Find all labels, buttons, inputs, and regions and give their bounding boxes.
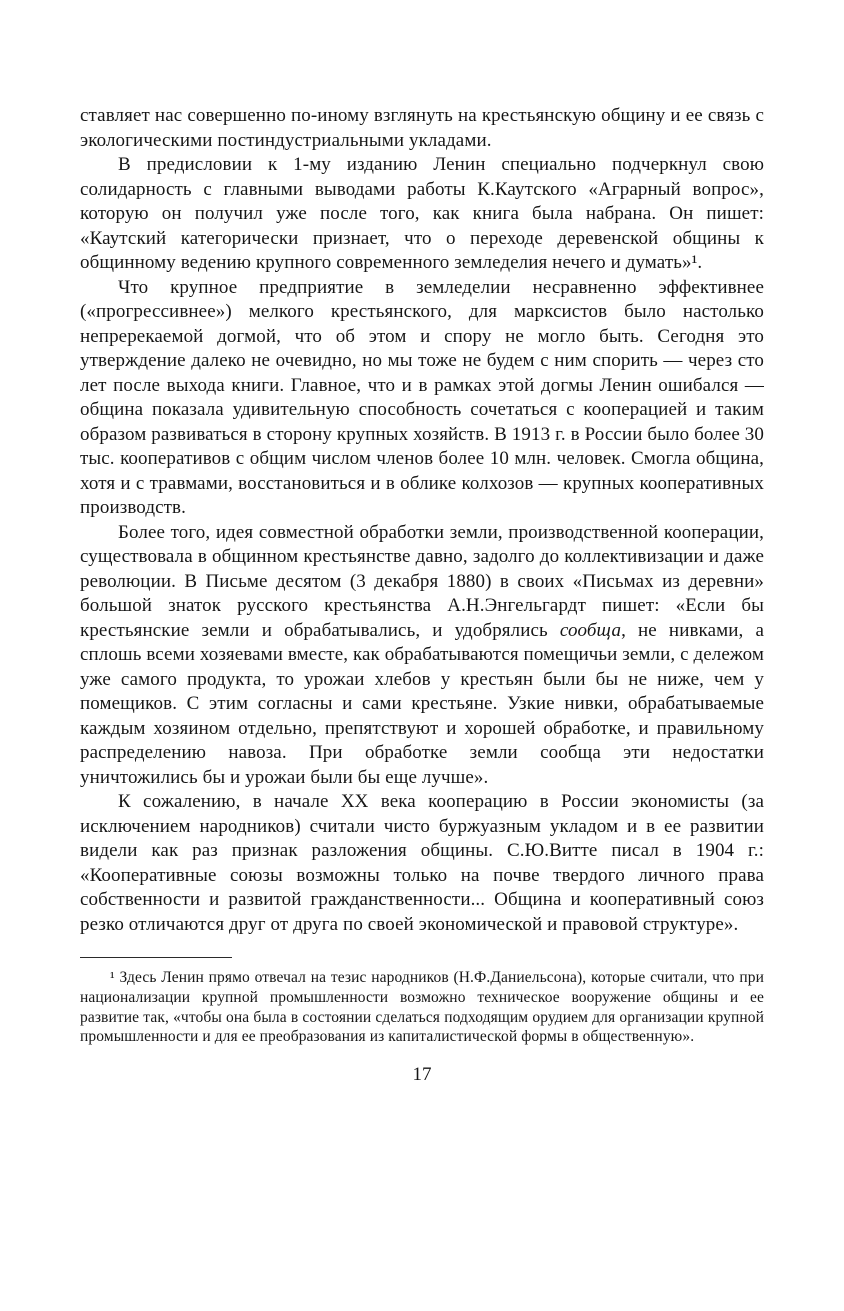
paragraph bbox=[80, 276, 764, 521]
page-number: 17 bbox=[412, 1064, 432, 1086]
text-run: ¹ Здесь Ленин прямо отвечал на тезис народников (Н.Ф.Даниельсона), которые считали, что при национализации крупной промышленности возможно техническое вооружение общины и ее развитие так, «чтобы она была в состоянии сделаться подходящим орудием для организации крупной промышленности и для ее преобразования из капиталистической формы в общественную». bbox=[80, 969, 764, 1046]
footnote bbox=[80, 968, 764, 1047]
body-text bbox=[80, 104, 764, 937]
emphasis-text: сообща bbox=[559, 619, 622, 641]
text-run: ставляет нас совершенно по-иному взглянуть на крестьянскую общину и ее связь с экологическими постиндустриальными укладами. bbox=[80, 105, 764, 151]
text-run: К сожалению, в начале XX века кооперацию в России экономисты (за исключением народников) считали чисто буржуазным укладом и в ее развитии видели как раз признак разложения общины. С.Ю.Витте писал в 1904 г.: «Кооперативные союзы возможны только на почве твердого личного права собственности и развитой гражданственности... Община и кооперативный союз резко отличаются друг от друга по своей экономической и правовой структуре». bbox=[80, 791, 764, 935]
paragraph bbox=[80, 790, 764, 937]
text-run: В предисловии к 1-му изданию Ленин специально подчеркнул свою солидарность с главными выводами работы К.Каутского «Аграрный вопрос», которую он получил уже после того, как книга была набрана. Он пишет: «Каутский категорически признает, что о переходе деревенской общины к общинному ведению крупного современного земледелия нечего и думать»¹. bbox=[80, 154, 764, 273]
paragraph bbox=[80, 521, 764, 791]
text-run: Более того, идея совместной обработки земли, производственной кооперации, существовала в общинном крестьянстве давно, задолго до коллективизации и даже революции. В Письме десятом (3 декабря 1880) в своих «Письмах из деревни» большой знаток русского крестьянства А.Н.Энгельгардт пишет: «Если бы крестьянские земли и обрабатывались, и удобрялись bbox=[80, 521, 764, 641]
paragraph bbox=[80, 104, 764, 153]
text-run: , не нивками, а сплошь всеми хозяевами вместе, как обрабатываются помещичьи земли, с дележом уже самого продукта, то урожаи хлебов у крестьян были бы не ниже, чем у помещиков. С этим согласны и сами крестьяне. Узкие нивки, обрабатываемые каждым хозяином отдельно, препятствуют и хорошей обработке, и правильному распределению навоза. При обработке земли сообща эти недостатки уничтожились бы и урожаи были бы еще лучше». bbox=[80, 619, 764, 788]
footnote-separator bbox=[80, 957, 232, 958]
text-run: Что крупное предприятие в земледелии несравненно эффективнее («прогрессивнее») мелкого крестьянского, для марксистов было настолько непререкаемой догмой, что об этом и спору не могло быть. Сегодня это утверждение далеко не очевидно, но мы тоже не будем с ним спорить — через сто лет после выхода книги. Главное, что и в рамках этой догмы Ленин ошибался — община показала удивительную способность сочетаться с кооперацией и таким образом развиваться в сторону крупных хозяйств. В 1913 г. в России было более 30 тыс. кооперативов с общим числом членов более 10 млн. человек. Смогла община, хотя и с травмами, восстановиться и в облике колхозов — крупных кооперативных производств. bbox=[80, 276, 764, 518]
paragraph bbox=[80, 153, 764, 276]
